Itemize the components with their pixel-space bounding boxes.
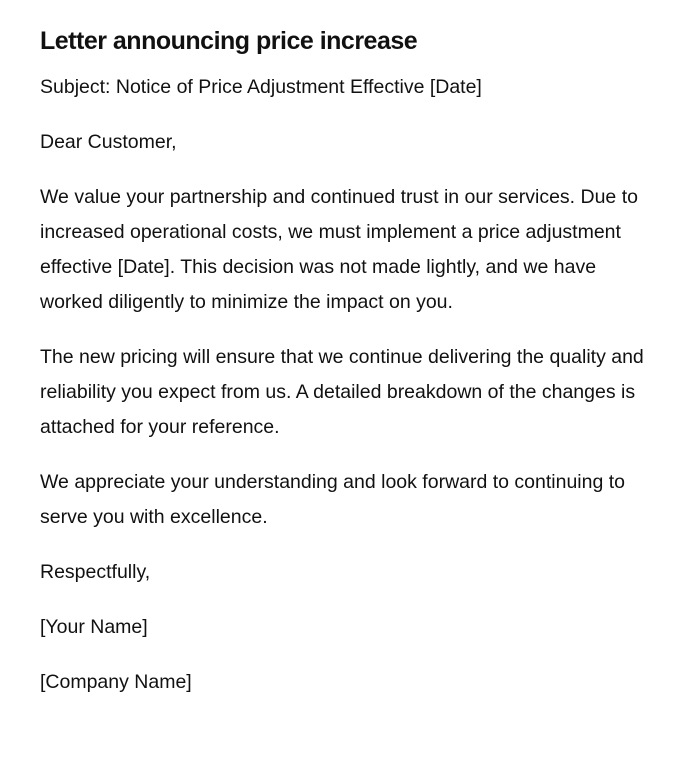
body-paragraph: The new pricing will ensure that we continue delivering the quality and reliability you expect from us. A detailed breakdown of the changes is attached for your reference. bbox=[40, 346, 644, 438]
sender-name: [Your Name] bbox=[40, 616, 148, 638]
closing: Respectfully, bbox=[40, 561, 151, 583]
letter-document bbox=[40, 24, 660, 720]
subject-line: Subject: Notice of Price Adjustment Effective [Date] bbox=[40, 76, 482, 98]
document-title: Letter announcing price increase bbox=[40, 27, 418, 55]
company-name: [Company Name] bbox=[40, 671, 192, 693]
greeting: Dear Customer, bbox=[40, 131, 177, 153]
body-paragraph: We value your partnership and continued trust in our services. Due to increased operational costs, we must implement a price adjustment effective [Date]. This decision was not made lightly, and we have worked diligently to minimize the impact on you. bbox=[40, 186, 638, 313]
body-paragraph: We appreciate your understanding and look forward to continuing to serve you with excellence. bbox=[40, 471, 626, 528]
